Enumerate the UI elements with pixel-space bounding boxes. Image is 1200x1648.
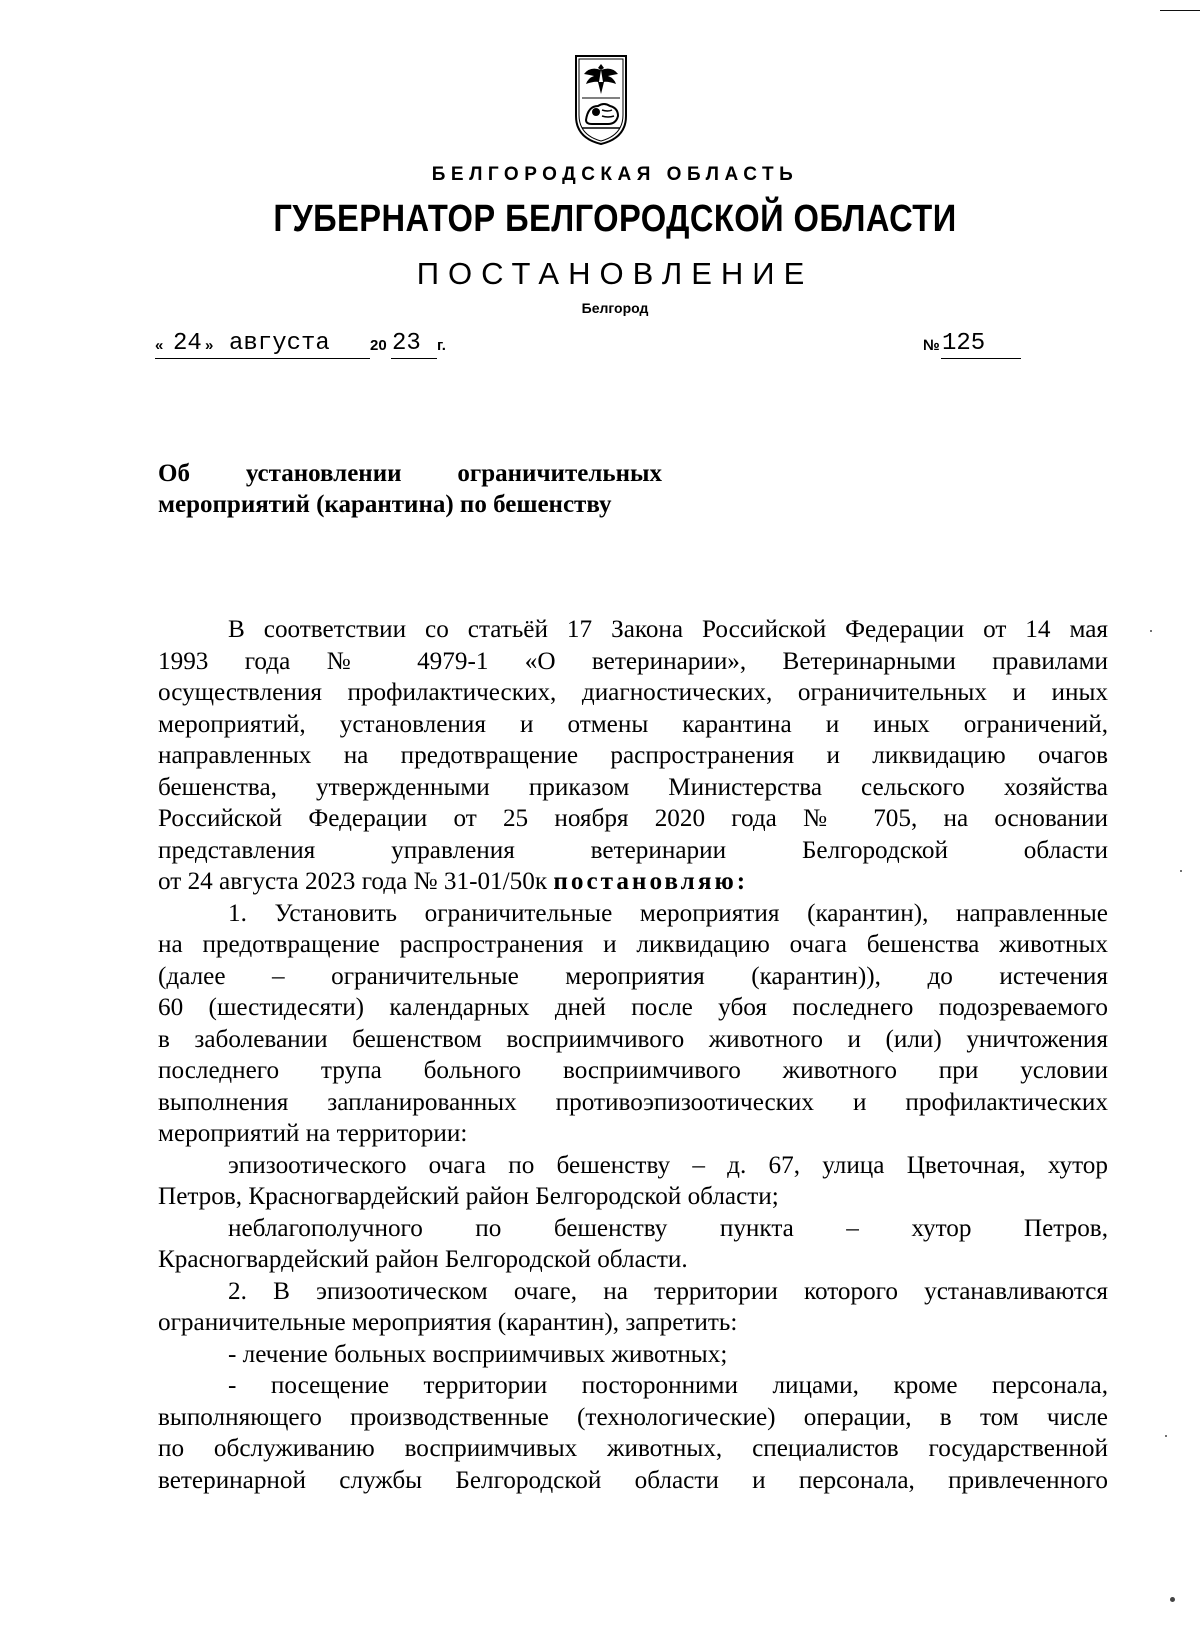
body-line-resolution	[158, 866, 1108, 898]
paragraph-1b-line: неблагополучного по бешенству пункта – хутор Петров,	[228, 1214, 1108, 1242]
paragraph-1-line: мероприятий на территории:	[158, 1120, 468, 1147]
paragraph-2-line: ограничительные мероприятия (карантин), запретить:	[158, 1309, 738, 1336]
scan-edge-mark	[1160, 10, 1200, 11]
scan-speck	[1170, 1597, 1175, 1602]
body-line-start: от 24 августа 2023 года № 31-01/50к	[158, 868, 548, 895]
paragraph-2b-line: ветеринарной службы Белгородской области и персонала, привлеченного	[158, 1466, 1108, 1494]
paragraph-1-line: на предотвращение распространения и ликвидацию очага бешенства животных	[158, 931, 1108, 958]
paragraph-2b-line: по обслуживанию восприимчивых животных, специалистов государственной	[158, 1435, 1108, 1462]
paragraph-2a-line: - лечение больных восприимчивых животных;	[228, 1340, 728, 1368]
scan-speck	[1165, 1435, 1167, 1437]
body-line: представления управления ветеринарии Белгородской области	[158, 836, 1108, 864]
subject-line-1: Об установлении ограничительных	[158, 460, 662, 487]
body-line: В соответствии со статьёй 17 Закона Российской Федерации от 14 мая	[228, 616, 1108, 643]
date-close-quote: »	[205, 337, 214, 354]
scan-speck	[1180, 870, 1182, 872]
document-body	[158, 614, 1108, 1496]
paragraph-1-line: 60 (шестидесяти) календарных дней после убоя последнего подозреваемого	[158, 994, 1108, 1021]
coat-of-arms-icon	[572, 54, 630, 146]
paragraph-1-line: в заболевании бешенством восприимчивого животного и (или) уничтожения	[158, 1025, 1108, 1053]
date-open-quote: «	[155, 337, 164, 354]
document-number: 125	[942, 330, 986, 357]
paragraph-1b-line: Красногвардейский район Белгородской области.	[158, 1246, 688, 1273]
region-title: БЕЛГОРОДСКАЯ ОБЛАСТЬ	[431, 164, 799, 185]
date-day-underline	[155, 358, 215, 359]
paragraph-2b-line: - посещение территории посторонними лицами, кроме персонала,	[228, 1372, 1108, 1399]
city-name: Белгород	[581, 300, 649, 316]
paragraph-1-line: последнего трупа больного восприимчивого животного при условии	[158, 1057, 1108, 1084]
number-label: №	[923, 337, 940, 354]
paragraph-2-line: 2. В эпизоотическом очаге, на территории которого устанавливаются	[228, 1277, 1108, 1305]
governor-title: ГУБЕРНАТОР БЕЛГОРОДСКОЙ ОБЛАСТИ	[273, 198, 957, 240]
paragraph-1-line: выполнения запланированных противоэпизоотических и профилактических	[158, 1088, 1108, 1116]
date-month-underline	[215, 358, 370, 359]
body-line: бешенства, утвержденными приказом Министерства сельского хозяйства	[158, 773, 1108, 801]
document-subject	[158, 458, 662, 520]
subject-line-2: мероприятий (карантина) по бешенству	[158, 491, 612, 518]
paragraph-1a-line: эпизоотического очага по бешенству – д. 67, улица Цветочная, хутор	[228, 1151, 1108, 1179]
scan-speck	[1150, 630, 1152, 632]
paragraph-1-line: (далее – ограничительные мероприятия (карантин)), до истечения	[158, 962, 1108, 990]
date-day: 24	[173, 330, 202, 357]
body-line: Российской Федерации от 25 ноября 2020 года № 705, на основании	[158, 805, 1108, 832]
body-line: мероприятий, установления и отмены карантина и иных ограничений,	[158, 710, 1108, 738]
body-line: 1993 года № 4979-1 «О ветеринарии», Ветеринарными правилами	[158, 647, 1108, 675]
date-year: 23	[392, 330, 421, 357]
resolution-keyword: постановляю:	[553, 868, 749, 895]
number-underline	[941, 358, 1021, 359]
date-month: августа	[229, 330, 330, 357]
date-number-row	[155, 328, 1075, 364]
date-year-underline	[391, 358, 437, 359]
body-line: осуществления профилактических, диагностических, ограничительных и иных	[158, 679, 1108, 706]
document-type: ПОСТАНОВЛЕНИЕ	[416, 256, 814, 291]
paragraph-2b-line: выполняющего производственные (технологические) операции, в том числе	[158, 1403, 1108, 1431]
paragraph-1a-line: Петров, Красногвардейский район Белгородской области;	[158, 1183, 779, 1210]
paragraph-1-line: 1. Установить ограничительные мероприятия (карантин), направленные	[228, 899, 1108, 927]
date-year-prefix: 20	[370, 337, 387, 354]
date-year-unit: г.	[437, 337, 446, 354]
body-line: направленных на предотвращение распространения и ликвидацию очагов	[158, 742, 1108, 769]
